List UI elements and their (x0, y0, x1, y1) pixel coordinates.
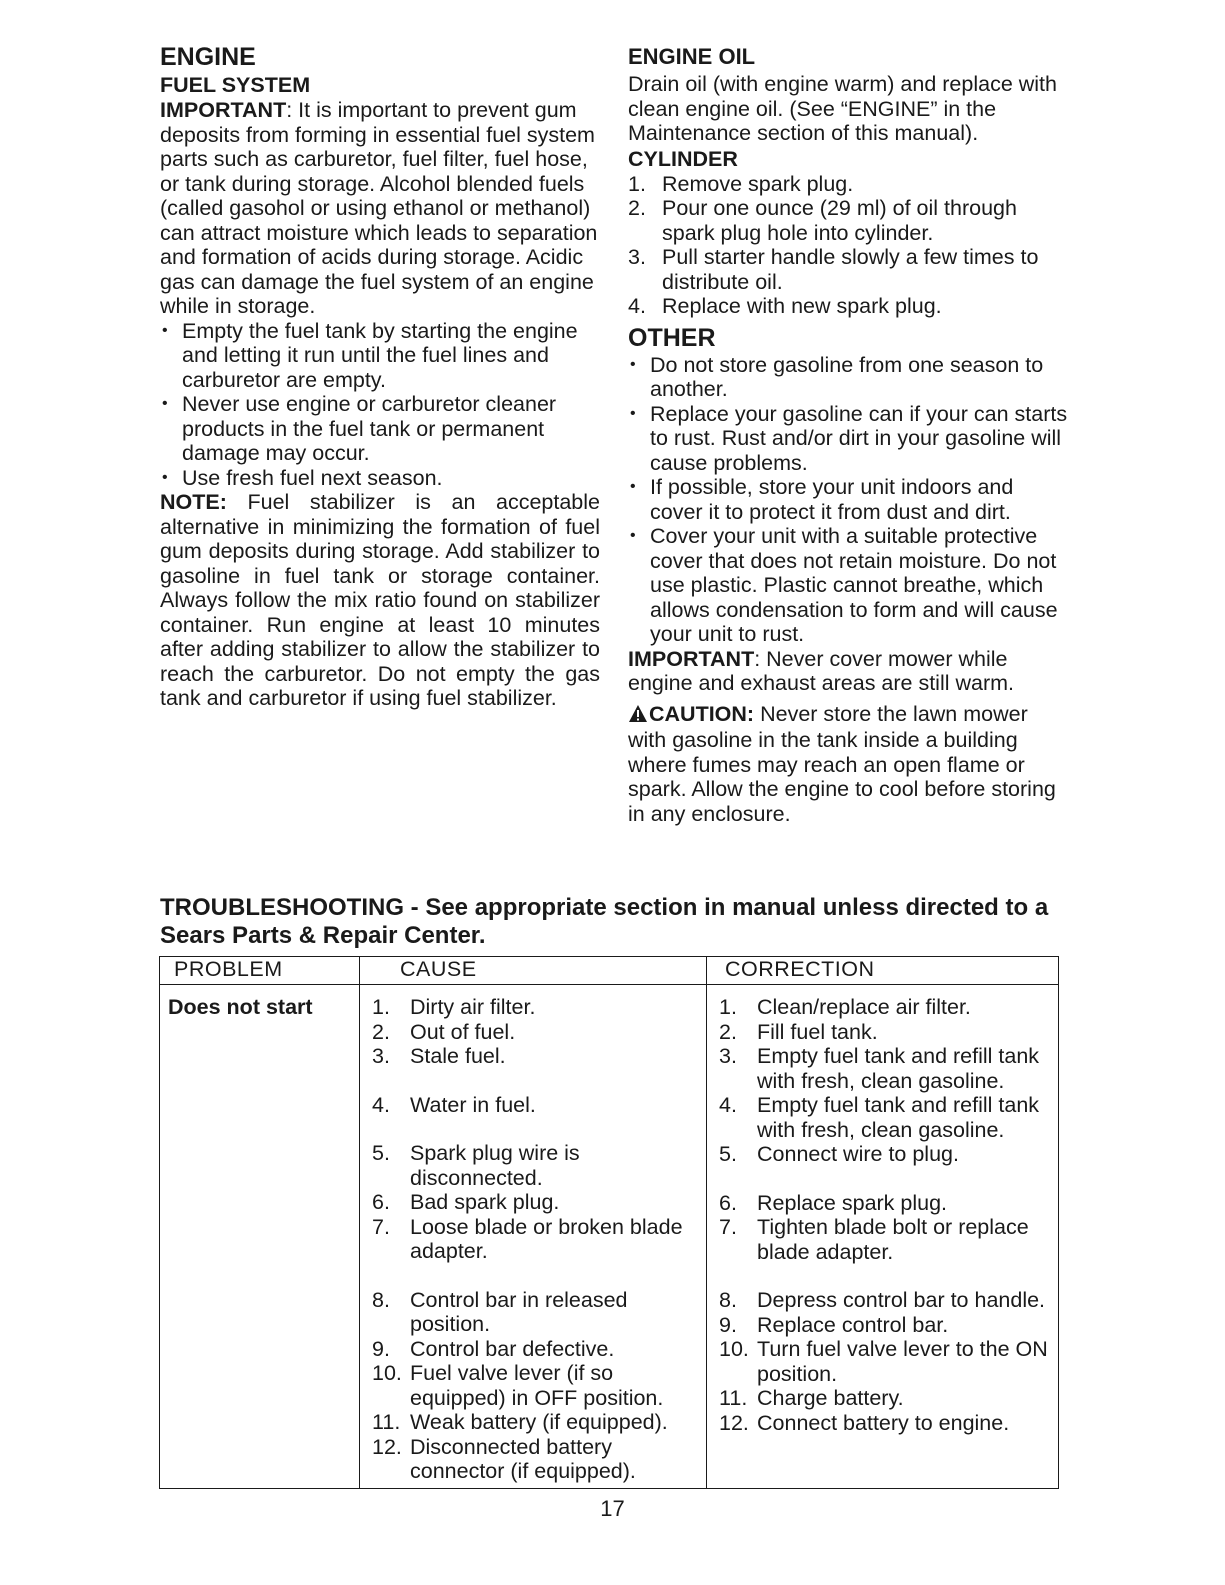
table-header-row (160, 957, 1059, 985)
list-item: 3. Stale fuel. (372, 1044, 506, 1068)
list-item: 1. Dirty air filter. (372, 995, 536, 1019)
list-item: 10. Fuel valve lever (if so equipped) in OFF position. (372, 1361, 664, 1410)
important-text: : It is important to prevent gum deposits from forming in essential fuel system parts such as carburetor, fuel filter, fuel hose, or tank during storage. Alcohol blended fuels (called gasohol or using ethanol or methanol) can attract moisture which leads to separation and formation of acids during storage. Acidic gas can damage the fuel system of an engine while in storage. (160, 98, 598, 318)
cylinder-steps (628, 172, 1068, 319)
step-text: Pull starter handle slowly a few times to distribute oil. (662, 245, 1039, 294)
page-number: 17 (600, 1496, 625, 1521)
list-item: 2. Fill fuel tank. (719, 1019, 878, 1044)
problem-cell: Does not start (160, 985, 360, 1489)
list-item (628, 245, 1068, 294)
note-text: Fuel stabilizer is an acceptable alternative in minimizing the formation of fuel gum deposits during storage. Add stabilizer to gasoline in fuel tank or storage container. Always follow the mix ratio found on stabilizer container. Run engine at least 10 minutes after adding stabilizer to allow the stabilizer to reach the carburetor. Do not empty the gas tank and carburetor if using fuel stabilizer. (160, 490, 600, 710)
fuel-important-paragraph (160, 98, 600, 319)
step-number: 2. (628, 196, 646, 220)
caution-label: CAUTION: (649, 701, 755, 726)
table-row (160, 985, 1059, 1489)
cause-cell (360, 985, 707, 1489)
list-item: 9. Replace control bar. (719, 1312, 949, 1337)
list-item: • Do not store gasoline from one season to another. (628, 353, 1068, 402)
list-item: 7. Tighten blade bolt or replace blade adapter. (719, 1215, 1029, 1264)
list-item: 4. Empty fuel tank and refill tank with fresh, clean gasoline. (719, 1093, 1040, 1142)
fuel-system-heading: FUEL SYSTEM (160, 73, 311, 97)
list-item: • If possible, store your unit indoors and cover it to protect it from dust and dirt. (628, 475, 1068, 524)
header-correction: CORRECTION (707, 957, 1059, 985)
troubleshooting-title: TROUBLESHOOTING - See appropriate section in manual unless directed to a Sears Parts & Repair Center. (160, 894, 1049, 949)
list-item: • Use fresh fuel next season. (160, 466, 600, 491)
other-bullet-list (628, 353, 1068, 647)
other-heading: OTHER (628, 323, 716, 352)
list-item: 12. Disconnected battery connector (if equipped). (372, 1434, 636, 1483)
caution-paragraph (628, 702, 1068, 827)
list-item (628, 172, 1068, 197)
caution-text: Never store the lawn mower with gasoline in the tank inside a building where fumes may reach an open flame or spark. Allow the engine to cool before storing in any enclosure. (628, 701, 1056, 826)
header-cause: CAUSE (360, 957, 707, 985)
important-label: IMPORTANT (628, 646, 755, 671)
step-number: 3. (628, 245, 646, 269)
important-paragraph (628, 647, 1068, 696)
step-text: Remove spark plug. (662, 171, 854, 196)
important-text: : Never cover mower while engine and exhaust areas are still warm. (628, 646, 1015, 695)
note-label: NOTE: (160, 490, 227, 514)
engine-oil-text: Drain oil (with engine warm) and replace with clean engine oil. (See “ENGINE” in the Maintenance section of this manual). (628, 72, 1057, 145)
list-item: 5. Spark plug wire is disconnected. (372, 1141, 580, 1190)
warning-triangle-icon (628, 704, 648, 729)
header-problem: PROBLEM (160, 957, 360, 985)
list-item: 11. Weak battery (if equipped). (372, 1410, 668, 1434)
step-text: Pour one ounce (29 ml) of oil through spark plug hole into cylinder. (662, 196, 1017, 245)
important-label: IMPORTANT (160, 98, 287, 122)
list-item: 4. Water in fuel. (372, 1092, 536, 1117)
correction-cell (707, 985, 1059, 1489)
list-item: • Cover your unit with a suitable protective cover that does not retain moisture. Do not use plastic. Plastic cannot breathe, which allows condensation to form and will cause your unit to rust. (628, 524, 1068, 647)
list-item: • Empty the fuel tank by starting the engine and letting it run until the fuel lines and carburetor are empty. (160, 319, 600, 393)
step-number: 4. (628, 294, 646, 318)
engine-oil-heading: ENGINE OIL (628, 44, 756, 69)
list-item: 6. Bad spark plug. (372, 1190, 560, 1214)
list-item: 10. Turn fuel valve lever to the ON position. (719, 1337, 1048, 1386)
fuel-bullet-list (160, 319, 600, 491)
list-item: 3. Empty fuel tank and refill tank with fresh, clean gasoline. (719, 1044, 1040, 1093)
list-item: 7. Loose blade or broken blade adapter. (372, 1214, 683, 1263)
list-item: 2. Out of fuel. (372, 1019, 516, 1044)
list-item (628, 196, 1068, 245)
list-item: 1. Clean/replace air filter. (719, 995, 971, 1019)
left-column (160, 42, 600, 711)
list-item: 11. Charge battery. (719, 1386, 904, 1410)
list-item: 8. Control bar in released position. (372, 1287, 628, 1336)
list-item (628, 294, 1068, 319)
list-item: 9. Control bar defective. (372, 1336, 615, 1361)
step-number: 1. (628, 171, 646, 196)
list-item: 5. Connect wire to plug. (719, 1142, 959, 1166)
engine-heading: ENGINE (160, 43, 256, 71)
list-item: • Never use engine or carburetor cleaner products in the fuel tank or permanent damage may occur. (160, 392, 600, 466)
cause-list (372, 995, 706, 1484)
right-column (628, 42, 1068, 826)
step-text: Replace with new spark plug. (662, 294, 942, 318)
list-item: 8. Depress control bar to handle. (719, 1288, 1046, 1312)
list-item: • Replace your gasoline can if your can starts to rust. Rust and/or dirt in your gasoline will cause problems. (628, 402, 1068, 476)
correction-list (719, 995, 1058, 1435)
list-item: 12. Connect battery to engine. (719, 1410, 1010, 1435)
list-item: 6. Replace spark plug. (719, 1190, 948, 1215)
note-paragraph (160, 490, 600, 711)
cylinder-heading: CYLINDER (628, 146, 738, 171)
troubleshooting-table (159, 956, 1059, 1489)
